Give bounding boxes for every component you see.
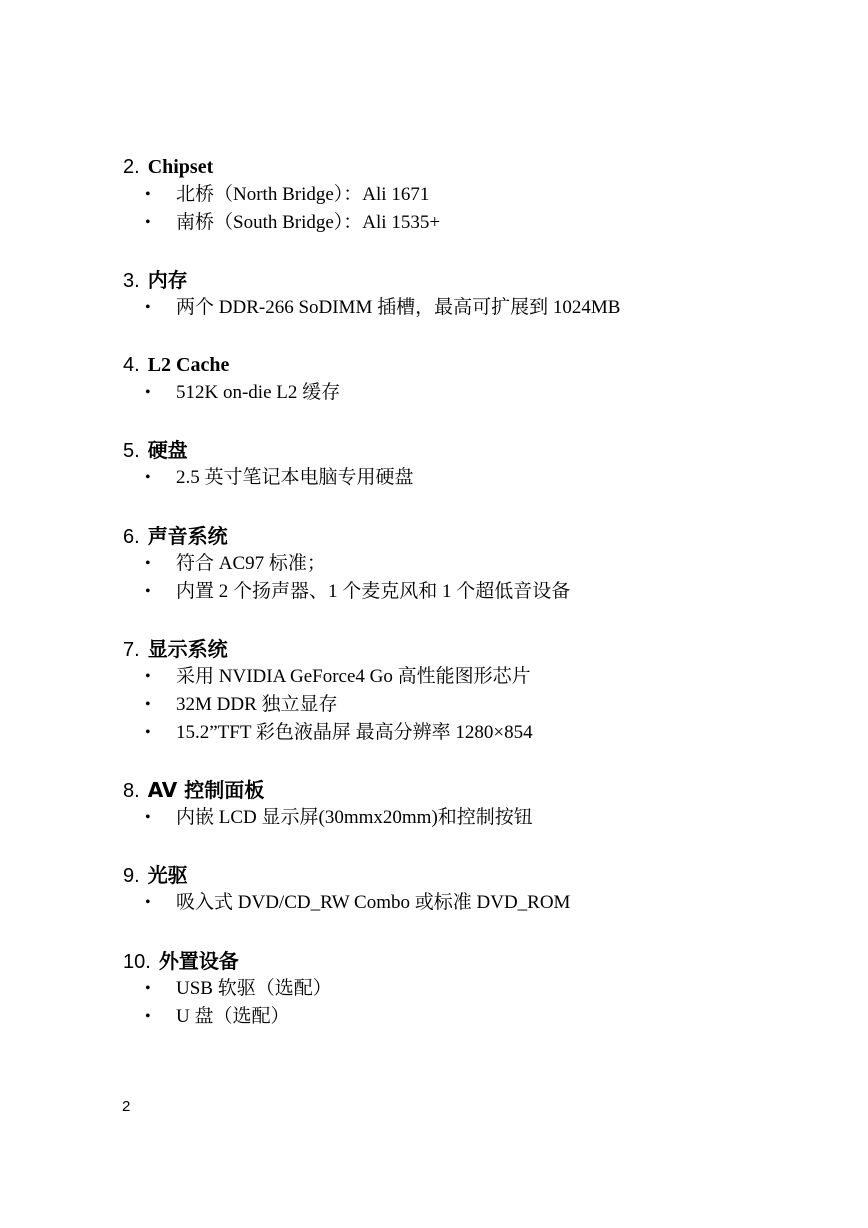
list-item-text: 15.2”TFT 彩色液晶屏 最高分辨率 1280×854 [176, 722, 533, 743]
bullet: • [145, 696, 151, 713]
section-heading [123, 861, 823, 889]
section-optical-drive [123, 861, 823, 917]
section-number: 4. [123, 354, 140, 376]
list-item-text: 2.5 英寸笔记本电脑专用硬盘 [176, 467, 414, 488]
list-item [123, 578, 823, 606]
bullet: • [145, 214, 151, 231]
section-number: 10. [123, 951, 151, 973]
section-number: 8. [123, 780, 140, 802]
list-item-text: 32M DDR 独立显存 [176, 694, 338, 715]
list-item [123, 719, 823, 747]
list-item [123, 550, 823, 578]
section-title: Chipset [147, 156, 214, 178]
list-item-text: U 盘（选配） [176, 1006, 290, 1027]
section-title: 光驱 [147, 863, 188, 887]
section-number: 5. [123, 440, 140, 462]
bullet: • [145, 1008, 151, 1025]
bullet: • [145, 583, 151, 600]
section-heading [123, 776, 823, 804]
section-number: 9. [123, 865, 140, 887]
section-number: 6. [123, 526, 140, 548]
list-item [123, 975, 823, 1003]
section-heading [123, 153, 823, 181]
list-item [123, 889, 823, 917]
section-hard-disk [123, 436, 823, 492]
section-heading [123, 436, 823, 464]
section-external-devices [123, 947, 823, 1031]
section-title: 内存 [147, 268, 188, 292]
section-title: 声音系统 [147, 524, 228, 548]
section-heading [123, 947, 823, 975]
section-title: AV 控制面板 [147, 778, 265, 802]
list-item-text: 内嵌 LCD 显示屏(30mmx20mm)和控制按钮 [176, 807, 533, 828]
bullet: • [145, 980, 151, 997]
list-item-text: 符合 AC97 标准； [176, 553, 326, 574]
list-item [123, 1003, 823, 1031]
section-heading [123, 351, 823, 379]
list-item-text: USB 软驱（选配） [176, 978, 332, 999]
list-item-text: 内置 2 个扬声器、1 个麦克风和 1 个超低音设备 [176, 581, 571, 602]
bullet: • [145, 186, 151, 203]
section-title: 外置设备 [158, 949, 239, 973]
section-title: 硬盘 [147, 438, 188, 462]
list-item-text: 北桥（North Bridge）：Ali 1671 [176, 184, 430, 205]
bullet: • [145, 809, 151, 826]
section-title: 显示系统 [147, 637, 228, 661]
list-item-text: 采用 NVIDIA GeForce4 Go 高性能图形芯片 [176, 666, 531, 687]
section-heading [123, 522, 823, 550]
list-item [123, 379, 823, 407]
list-item [123, 464, 823, 492]
list-item-text: 吸入式 DVD/CD_RW Combo 或标准 DVD_ROM [176, 892, 571, 913]
bullet: • [145, 724, 151, 741]
section-heading [123, 635, 823, 663]
bullet: • [145, 555, 151, 572]
list-item [123, 804, 823, 832]
bullet: • [145, 668, 151, 685]
bullet: • [145, 894, 151, 911]
list-item-text: 两个 DDR-266 SoDIMM 插槽，最高可扩展到 1024MB [176, 297, 621, 318]
list-item-text: 南桥（South Bridge）：Ali 1535+ [176, 212, 441, 233]
list-item [123, 181, 823, 209]
section-memory [123, 266, 823, 322]
section-number: 7. [123, 639, 140, 661]
page-number: 2 [122, 1098, 131, 1115]
section-heading [123, 266, 823, 294]
section-number: 3. [123, 270, 140, 292]
list-item [123, 663, 823, 691]
section-sound-system [123, 522, 823, 606]
section-l2-cache [123, 351, 823, 407]
bullet: • [145, 299, 151, 316]
section-title: L2 Cache [147, 354, 230, 376]
bullet: • [145, 384, 151, 401]
list-item-text: 512K on-die L2 缓存 [176, 382, 341, 403]
section-display-system [123, 635, 823, 747]
section-number: 2. [123, 156, 140, 178]
list-item [123, 691, 823, 719]
list-item [123, 294, 823, 322]
list-item [123, 209, 823, 237]
bullet: • [145, 469, 151, 486]
section-av-control-panel [123, 776, 823, 832]
section-chipset [123, 153, 823, 237]
